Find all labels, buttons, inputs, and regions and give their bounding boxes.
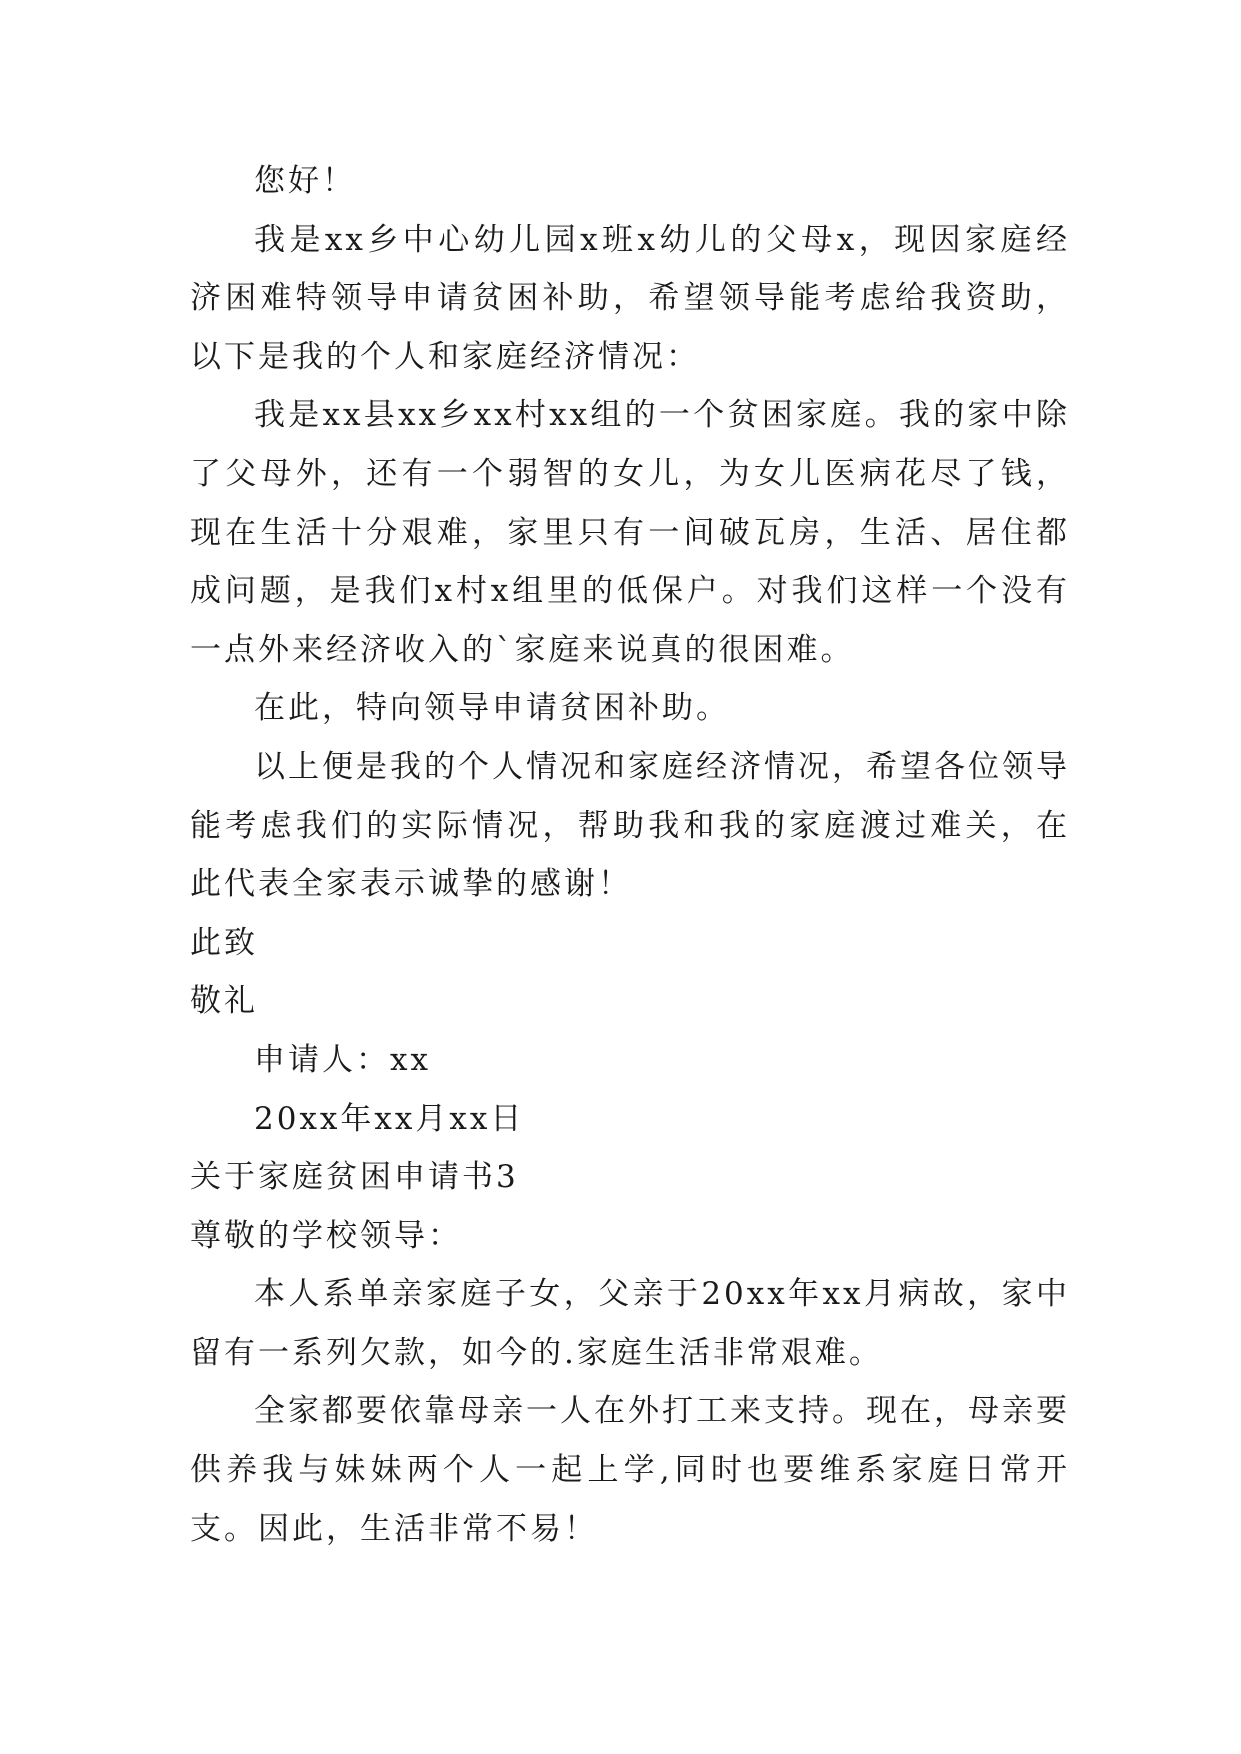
paragraph-mother-support: 全家都要依靠母亲一人在外打工来支持。现在，母亲要供养我与妹妹两个人一起上学,同时也要维系家庭日常开支。因此，生活非常不易！ [190,1393,1070,1547]
document-body [190,152,1070,1558]
paragraph-single-parent: 本人系单亲家庭子女，父亲于20xx年xx月病故，家中留有一系列欠款，如今的.家庭生活非常艰难。 [190,1276,1070,1371]
section-title: 关于家庭贫困申请书3 [190,1159,519,1196]
paragraph-family-situation: 我是xx县xx乡xx村xx组的一个贫困家庭。我的家中除了父母外，还有一个弱智的女儿，为女儿医病花尽了钱，现在生活十分艰难，家里只有一间破瓦房，生活、居住都成问题，是我们x村x组里的低保户。对我们这样一个没有一点外来经济收入的`家庭来说真的很困难。 [190,397,1070,668]
closing-line-1: 此致 [190,924,258,961]
letter-date: 20xx年xx月xx日 [254,1100,525,1137]
paragraph-apply: 在此，特向领导申请贫困补助。 [254,690,730,727]
salutation: 尊敬的学校领导： [190,1217,462,1254]
greeting: 您好！ [254,163,356,199]
applicant-signature: 申请人：xx [254,1041,431,1078]
paragraph-request: 我是xx乡中心幼儿园x班x幼儿的父母x，现因家庭经济困难特领导申请贫困补助，希望领导能考虑给我资助，以下是我的个人和家庭经济情况： [190,221,1070,375]
paragraph-thanks: 以上便是我的个人情况和家庭经济情况，希望各位领导能考虑我们的实际情况，帮助我和我的家庭渡过难关，在此代表全家表示诚挚的感谢！ [190,748,1070,903]
closing-line-2: 敬礼 [190,983,258,1020]
